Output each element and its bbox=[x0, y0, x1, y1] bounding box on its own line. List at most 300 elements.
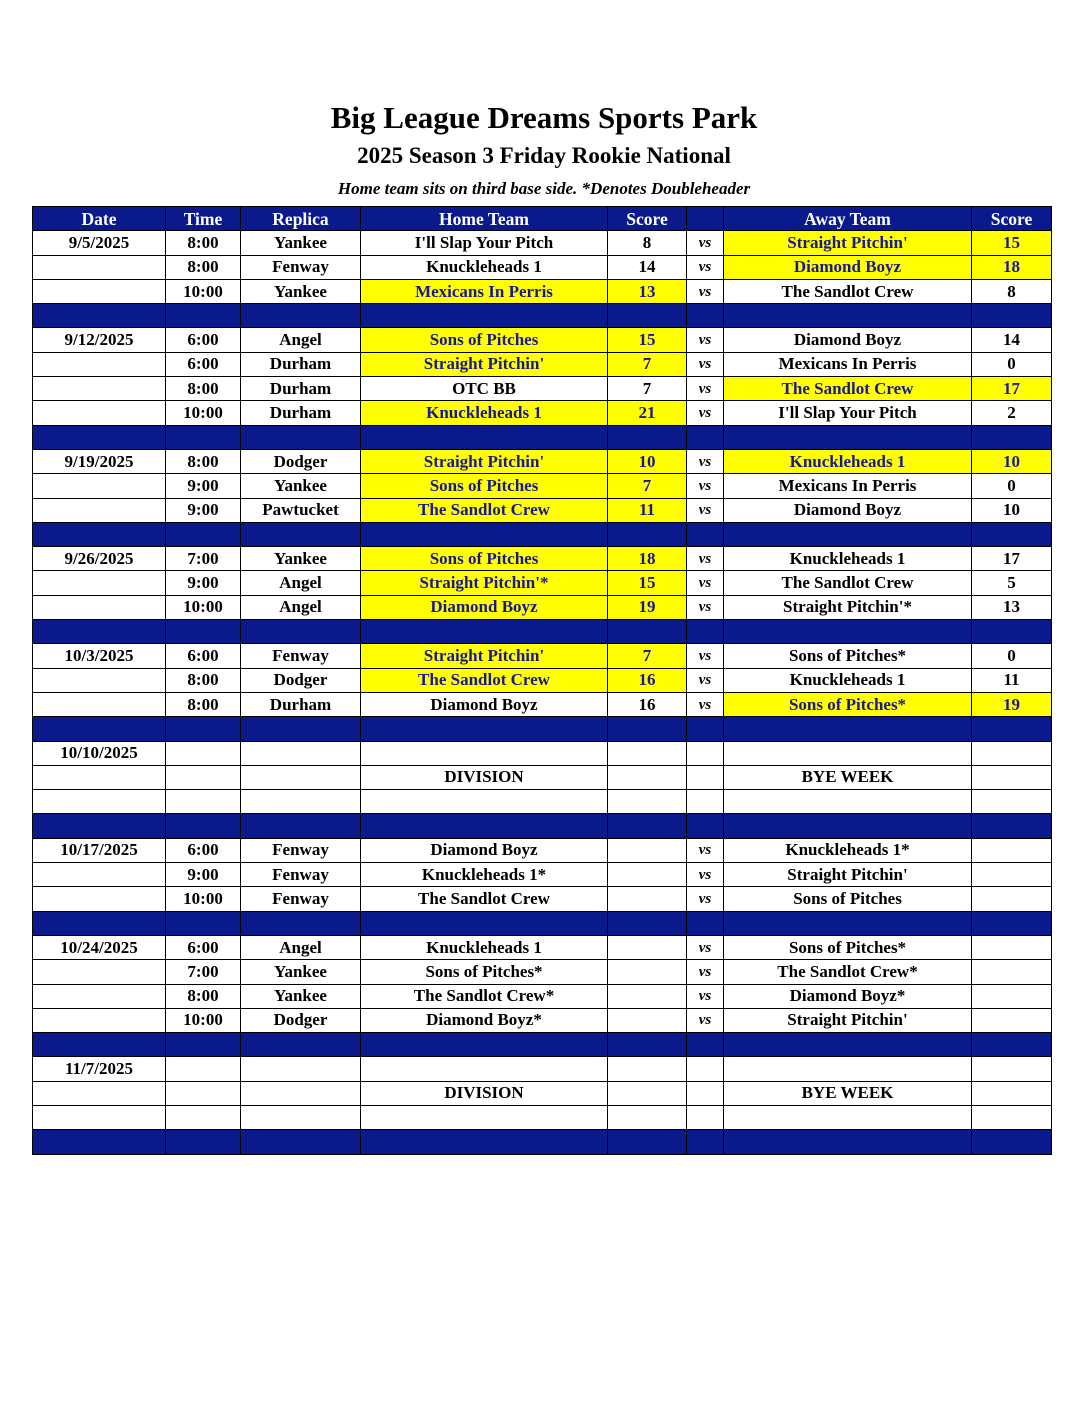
home-score-cell: 7 bbox=[608, 474, 687, 498]
page-title: Big League Dreams Sports Park bbox=[330, 100, 758, 135]
separator-cell bbox=[972, 425, 1052, 449]
vs-cell: vs bbox=[687, 474, 724, 498]
home-score-cell: 15 bbox=[608, 571, 687, 595]
table-row bbox=[33, 352, 1052, 376]
separator-cell bbox=[724, 717, 972, 741]
separator-cell bbox=[241, 304, 361, 328]
vs-cell: vs bbox=[687, 255, 724, 279]
separator-cell bbox=[724, 814, 972, 838]
vs-cell: vs bbox=[687, 644, 724, 668]
away-score-cell bbox=[972, 863, 1052, 887]
home-team-cell: Knuckleheads 1* bbox=[361, 863, 608, 887]
time-cell: 10:00 bbox=[166, 279, 241, 303]
vs-cell: vs bbox=[687, 571, 724, 595]
home-score-cell: 19 bbox=[608, 595, 687, 619]
separator-cell bbox=[608, 814, 687, 838]
away-team-cell: I'll Slap Your Pitch bbox=[724, 401, 972, 425]
replica-cell: Dodger bbox=[241, 1008, 361, 1032]
vs-cell bbox=[687, 1057, 724, 1081]
table-row bbox=[33, 571, 1052, 595]
date-cell bbox=[33, 790, 166, 814]
separator-cell bbox=[972, 717, 1052, 741]
date-cell bbox=[33, 1008, 166, 1032]
vs-cell: vs bbox=[687, 863, 724, 887]
time-cell: 10:00 bbox=[166, 595, 241, 619]
away-team-cell bbox=[724, 790, 972, 814]
replica-cell bbox=[241, 765, 361, 789]
schedule-body bbox=[33, 231, 1052, 1154]
date-cell bbox=[33, 255, 166, 279]
away-team-cell: Straight Pitchin' bbox=[724, 231, 972, 255]
replica-cell: Angel bbox=[241, 328, 361, 352]
time-cell: 10:00 bbox=[166, 401, 241, 425]
date-cell bbox=[33, 352, 166, 376]
table-header-row bbox=[33, 207, 1052, 231]
separator-cell bbox=[166, 814, 241, 838]
week-separator-row bbox=[33, 425, 1052, 449]
table-row bbox=[33, 1105, 1052, 1129]
column-header-replica: Replica bbox=[241, 207, 361, 231]
away-score-cell bbox=[972, 1105, 1052, 1129]
separator-cell bbox=[972, 814, 1052, 838]
time-cell bbox=[166, 1105, 241, 1129]
table-row bbox=[33, 692, 1052, 716]
home-score-cell bbox=[608, 960, 687, 984]
away-team-cell: Knuckleheads 1 bbox=[724, 449, 972, 473]
date-cell: 9/5/2025 bbox=[33, 231, 166, 255]
home-score-cell bbox=[608, 1057, 687, 1081]
vs-cell: vs bbox=[687, 401, 724, 425]
replica-cell: Fenway bbox=[241, 863, 361, 887]
separator-cell bbox=[33, 304, 166, 328]
vs-cell: vs bbox=[687, 692, 724, 716]
away-score-cell bbox=[972, 960, 1052, 984]
time-cell: 9:00 bbox=[166, 863, 241, 887]
separator-cell bbox=[972, 1130, 1052, 1154]
table-row bbox=[33, 595, 1052, 619]
away-score-cell bbox=[972, 1008, 1052, 1032]
separator-cell bbox=[33, 522, 166, 546]
home-team-cell: Diamond Boyz bbox=[361, 595, 608, 619]
home-score-cell: 13 bbox=[608, 279, 687, 303]
table-row bbox=[33, 838, 1052, 862]
away-score-cell bbox=[972, 1081, 1052, 1105]
table-row bbox=[33, 790, 1052, 814]
separator-cell bbox=[972, 304, 1052, 328]
replica-cell: Fenway bbox=[241, 644, 361, 668]
home-score-cell: 18 bbox=[608, 547, 687, 571]
home-team-cell: Straight Pitchin'* bbox=[361, 571, 608, 595]
date-cell: 10/3/2025 bbox=[33, 644, 166, 668]
time-cell: 9:00 bbox=[166, 571, 241, 595]
separator-cell bbox=[724, 425, 972, 449]
separator-cell bbox=[724, 522, 972, 546]
vs-cell: vs bbox=[687, 377, 724, 401]
table-row bbox=[33, 328, 1052, 352]
separator-cell bbox=[608, 522, 687, 546]
home-score-cell: 15 bbox=[608, 328, 687, 352]
vs-cell: vs bbox=[687, 279, 724, 303]
separator-cell bbox=[361, 1033, 608, 1057]
time-cell: 6:00 bbox=[166, 352, 241, 376]
separator-cell bbox=[241, 425, 361, 449]
replica-cell bbox=[241, 1105, 361, 1129]
vs-cell: vs bbox=[687, 547, 724, 571]
separator-cell bbox=[687, 522, 724, 546]
away-score-cell bbox=[972, 790, 1052, 814]
separator-cell bbox=[361, 304, 608, 328]
away-team-cell: Knuckleheads 1* bbox=[724, 838, 972, 862]
home-team-cell: The Sandlot Crew bbox=[361, 668, 608, 692]
replica-cell: Durham bbox=[241, 692, 361, 716]
home-team-cell: Sons of Pitches* bbox=[361, 960, 608, 984]
date-cell bbox=[33, 498, 166, 522]
vs-cell bbox=[687, 1105, 724, 1129]
separator-cell bbox=[241, 522, 361, 546]
separator-cell bbox=[33, 717, 166, 741]
home-score-cell: 7 bbox=[608, 352, 687, 376]
separator-cell bbox=[241, 911, 361, 935]
time-cell: 8:00 bbox=[166, 449, 241, 473]
away-score-cell: 14 bbox=[972, 328, 1052, 352]
home-score-cell bbox=[608, 790, 687, 814]
separator-cell bbox=[241, 717, 361, 741]
date-cell bbox=[33, 984, 166, 1008]
separator-cell bbox=[687, 620, 724, 644]
table-row bbox=[33, 887, 1052, 911]
home-score-cell bbox=[608, 1081, 687, 1105]
table-row bbox=[33, 279, 1052, 303]
away-score-cell bbox=[972, 984, 1052, 1008]
home-team-cell: The Sandlot Crew bbox=[361, 498, 608, 522]
home-team-cell: Diamond Boyz bbox=[361, 838, 608, 862]
table-row bbox=[33, 498, 1052, 522]
away-team-cell: Diamond Boyz bbox=[724, 498, 972, 522]
away-score-cell: 5 bbox=[972, 571, 1052, 595]
separator-cell bbox=[724, 1033, 972, 1057]
separator-cell bbox=[33, 1130, 166, 1154]
separator-cell bbox=[241, 1130, 361, 1154]
table-row bbox=[33, 863, 1052, 887]
vs-cell bbox=[687, 1081, 724, 1105]
away-team-cell: Diamond Boyz bbox=[724, 328, 972, 352]
separator-cell bbox=[33, 911, 166, 935]
separator-cell bbox=[608, 717, 687, 741]
vs-cell: vs bbox=[687, 595, 724, 619]
date-cell bbox=[33, 668, 166, 692]
away-score-cell: 10 bbox=[972, 449, 1052, 473]
away-team-cell: Mexicans In Perris bbox=[724, 352, 972, 376]
separator-cell bbox=[361, 522, 608, 546]
away-team-cell: Diamond Boyz bbox=[724, 255, 972, 279]
vs-cell: vs bbox=[687, 231, 724, 255]
separator-cell bbox=[608, 304, 687, 328]
home-team-cell bbox=[361, 1105, 608, 1129]
home-team-cell: Knuckleheads 1 bbox=[361, 255, 608, 279]
replica-cell: Dodger bbox=[241, 449, 361, 473]
home-team-cell: The Sandlot Crew* bbox=[361, 984, 608, 1008]
home-team-cell: I'll Slap Your Pitch bbox=[361, 231, 608, 255]
column-header-vs bbox=[687, 207, 724, 231]
table-row bbox=[33, 644, 1052, 668]
replica-cell: Yankee bbox=[241, 547, 361, 571]
away-score-cell bbox=[972, 1057, 1052, 1081]
away-score-cell: 18 bbox=[972, 255, 1052, 279]
replica-cell: Durham bbox=[241, 352, 361, 376]
table-row bbox=[33, 1008, 1052, 1032]
column-header-away-team: Away Team bbox=[724, 207, 972, 231]
away-score-cell bbox=[972, 838, 1052, 862]
vs-cell: vs bbox=[687, 935, 724, 959]
home-team-cell bbox=[361, 790, 608, 814]
time-cell: 6:00 bbox=[166, 644, 241, 668]
away-team-cell bbox=[724, 741, 972, 765]
away-team-cell: Knuckleheads 1 bbox=[724, 668, 972, 692]
separator-cell bbox=[361, 425, 608, 449]
table-row bbox=[33, 984, 1052, 1008]
home-team-cell bbox=[361, 1057, 608, 1081]
home-score-cell: 7 bbox=[608, 377, 687, 401]
date-cell bbox=[33, 960, 166, 984]
separator-cell bbox=[166, 522, 241, 546]
replica-cell bbox=[241, 1057, 361, 1081]
home-team-cell bbox=[361, 741, 608, 765]
vs-cell bbox=[687, 765, 724, 789]
week-separator-row bbox=[33, 1130, 1052, 1154]
time-cell bbox=[166, 790, 241, 814]
separator-cell bbox=[361, 911, 608, 935]
separator-cell bbox=[33, 1033, 166, 1057]
replica-cell: Durham bbox=[241, 377, 361, 401]
separator-cell bbox=[687, 911, 724, 935]
week-separator-row bbox=[33, 620, 1052, 644]
table-row bbox=[33, 668, 1052, 692]
time-cell: 10:00 bbox=[166, 887, 241, 911]
date-cell bbox=[33, 377, 166, 401]
table-row bbox=[33, 401, 1052, 425]
column-header-date: Date bbox=[33, 207, 166, 231]
replica-cell: Yankee bbox=[241, 474, 361, 498]
home-team-cell: Straight Pitchin' bbox=[361, 449, 608, 473]
away-score-cell bbox=[972, 935, 1052, 959]
date-cell: 9/19/2025 bbox=[33, 449, 166, 473]
vs-cell: vs bbox=[687, 984, 724, 1008]
replica-cell bbox=[241, 790, 361, 814]
home-team-cell: Knuckleheads 1 bbox=[361, 401, 608, 425]
home-team-cell: Straight Pitchin' bbox=[361, 644, 608, 668]
separator-cell bbox=[33, 620, 166, 644]
replica-cell: Pawtucket bbox=[241, 498, 361, 522]
time-cell: 9:00 bbox=[166, 498, 241, 522]
time-cell: 8:00 bbox=[166, 984, 241, 1008]
home-score-cell: 16 bbox=[608, 692, 687, 716]
vs-cell: vs bbox=[687, 668, 724, 692]
away-team-cell: Straight Pitchin' bbox=[724, 1008, 972, 1032]
separator-cell bbox=[361, 620, 608, 644]
home-team-cell: Sons of Pitches bbox=[361, 328, 608, 352]
separator-cell bbox=[687, 1130, 724, 1154]
separator-cell bbox=[687, 304, 724, 328]
vs-cell: vs bbox=[687, 838, 724, 862]
home-team-cell: Sons of Pitches bbox=[361, 547, 608, 571]
replica-cell: Dodger bbox=[241, 668, 361, 692]
date-cell bbox=[33, 1105, 166, 1129]
away-score-cell: 11 bbox=[972, 668, 1052, 692]
home-score-cell: 14 bbox=[608, 255, 687, 279]
date-cell: 10/24/2025 bbox=[33, 935, 166, 959]
vs-cell: vs bbox=[687, 960, 724, 984]
date-cell bbox=[33, 887, 166, 911]
away-team-cell: Knuckleheads 1 bbox=[724, 547, 972, 571]
date-cell: 11/7/2025 bbox=[33, 1057, 166, 1081]
date-cell bbox=[33, 279, 166, 303]
away-score-cell: 17 bbox=[972, 547, 1052, 571]
separator-cell bbox=[241, 814, 361, 838]
away-score-cell: 0 bbox=[972, 644, 1052, 668]
table-row bbox=[33, 765, 1052, 789]
separator-cell bbox=[361, 1130, 608, 1154]
home-score-cell bbox=[608, 741, 687, 765]
date-cell bbox=[33, 863, 166, 887]
away-team-cell: The Sandlot Crew bbox=[724, 571, 972, 595]
home-score-cell bbox=[608, 863, 687, 887]
home-score-cell bbox=[608, 765, 687, 789]
time-cell: 6:00 bbox=[166, 935, 241, 959]
replica-cell bbox=[241, 741, 361, 765]
away-team-cell: Sons of Pitches* bbox=[724, 644, 972, 668]
table-row bbox=[33, 741, 1052, 765]
date-cell bbox=[33, 1081, 166, 1105]
separator-cell bbox=[33, 425, 166, 449]
away-score-cell: 0 bbox=[972, 474, 1052, 498]
away-team-cell: The Sandlot Crew bbox=[724, 279, 972, 303]
column-header-away-score: Score bbox=[972, 207, 1052, 231]
home-team-cell: Mexicans In Perris bbox=[361, 279, 608, 303]
date-cell bbox=[33, 571, 166, 595]
table-row bbox=[33, 1057, 1052, 1081]
home-score-cell: 10 bbox=[608, 449, 687, 473]
date-cell: 9/12/2025 bbox=[33, 328, 166, 352]
separator-cell bbox=[166, 304, 241, 328]
page-subtitle: 2025 Season 3 Friday Rookie National bbox=[357, 143, 731, 168]
home-team-cell: Diamond Boyz* bbox=[361, 1008, 608, 1032]
separator-cell bbox=[724, 911, 972, 935]
away-score-cell bbox=[972, 887, 1052, 911]
table-row bbox=[33, 1081, 1052, 1105]
home-score-cell bbox=[608, 1105, 687, 1129]
table-row bbox=[33, 960, 1052, 984]
away-team-cell: The Sandlot Crew* bbox=[724, 960, 972, 984]
date-cell bbox=[33, 595, 166, 619]
separator-cell bbox=[724, 1130, 972, 1154]
home-team-cell: DIVISION bbox=[361, 765, 608, 789]
time-cell: 10:00 bbox=[166, 1008, 241, 1032]
replica-cell: Durham bbox=[241, 401, 361, 425]
home-score-cell: 16 bbox=[608, 668, 687, 692]
home-team-cell: Straight Pitchin' bbox=[361, 352, 608, 376]
home-score-cell bbox=[608, 984, 687, 1008]
table-row bbox=[33, 255, 1052, 279]
away-score-cell: 10 bbox=[972, 498, 1052, 522]
separator-cell bbox=[972, 522, 1052, 546]
away-team-cell: BYE WEEK bbox=[724, 765, 972, 789]
home-team-cell: Diamond Boyz bbox=[361, 692, 608, 716]
away-score-cell: 17 bbox=[972, 377, 1052, 401]
vs-cell: vs bbox=[687, 328, 724, 352]
home-team-cell: The Sandlot Crew bbox=[361, 887, 608, 911]
time-cell: 8:00 bbox=[166, 255, 241, 279]
home-team-cell: Knuckleheads 1 bbox=[361, 935, 608, 959]
vs-cell bbox=[687, 790, 724, 814]
table-row bbox=[33, 935, 1052, 959]
home-score-cell bbox=[608, 838, 687, 862]
home-team-cell: OTC BB bbox=[361, 377, 608, 401]
separator-cell bbox=[166, 911, 241, 935]
vs-cell: vs bbox=[687, 498, 724, 522]
column-header-time: Time bbox=[166, 207, 241, 231]
date-cell: 10/10/2025 bbox=[33, 741, 166, 765]
week-separator-row bbox=[33, 522, 1052, 546]
time-cell: 8:00 bbox=[166, 668, 241, 692]
away-team-cell: BYE WEEK bbox=[724, 1081, 972, 1105]
week-separator-row bbox=[33, 717, 1052, 741]
separator-cell bbox=[687, 1033, 724, 1057]
time-cell bbox=[166, 741, 241, 765]
separator-cell bbox=[972, 1033, 1052, 1057]
separator-cell bbox=[724, 304, 972, 328]
away-team-cell: Straight Pitchin'* bbox=[724, 595, 972, 619]
home-score-cell: 11 bbox=[608, 498, 687, 522]
time-cell: 8:00 bbox=[166, 231, 241, 255]
date-cell bbox=[33, 474, 166, 498]
replica-cell: Fenway bbox=[241, 838, 361, 862]
table-row bbox=[33, 377, 1052, 401]
separator-cell bbox=[166, 425, 241, 449]
schedule-table bbox=[32, 206, 1052, 1155]
home-score-cell: 7 bbox=[608, 644, 687, 668]
date-cell: 9/26/2025 bbox=[33, 547, 166, 571]
week-separator-row bbox=[33, 1033, 1052, 1057]
vs-cell bbox=[687, 741, 724, 765]
column-header-home-team: Home Team bbox=[361, 207, 608, 231]
home-score-cell bbox=[608, 1008, 687, 1032]
time-cell: 9:00 bbox=[166, 474, 241, 498]
time-cell bbox=[166, 765, 241, 789]
away-team-cell: Diamond Boyz* bbox=[724, 984, 972, 1008]
vs-cell: vs bbox=[687, 352, 724, 376]
time-cell: 7:00 bbox=[166, 960, 241, 984]
time-cell bbox=[166, 1057, 241, 1081]
vs-cell: vs bbox=[687, 1008, 724, 1032]
away-team-cell: Mexicans In Perris bbox=[724, 474, 972, 498]
separator-cell bbox=[608, 1033, 687, 1057]
away-score-cell bbox=[972, 741, 1052, 765]
separator-cell bbox=[972, 620, 1052, 644]
replica-cell: Fenway bbox=[241, 887, 361, 911]
week-separator-row bbox=[33, 814, 1052, 838]
away-score-cell: 2 bbox=[972, 401, 1052, 425]
away-team-cell bbox=[724, 1105, 972, 1129]
separator-cell bbox=[972, 911, 1052, 935]
away-score-cell: 0 bbox=[972, 352, 1052, 376]
home-team-cell: DIVISION bbox=[361, 1081, 608, 1105]
separator-cell bbox=[33, 814, 166, 838]
schedule-note: Home team sits on third base side. *Denotes Doubleheader bbox=[337, 179, 751, 198]
time-cell: 6:00 bbox=[166, 838, 241, 862]
separator-cell bbox=[361, 814, 608, 838]
week-separator-row bbox=[33, 911, 1052, 935]
separator-cell bbox=[608, 1130, 687, 1154]
